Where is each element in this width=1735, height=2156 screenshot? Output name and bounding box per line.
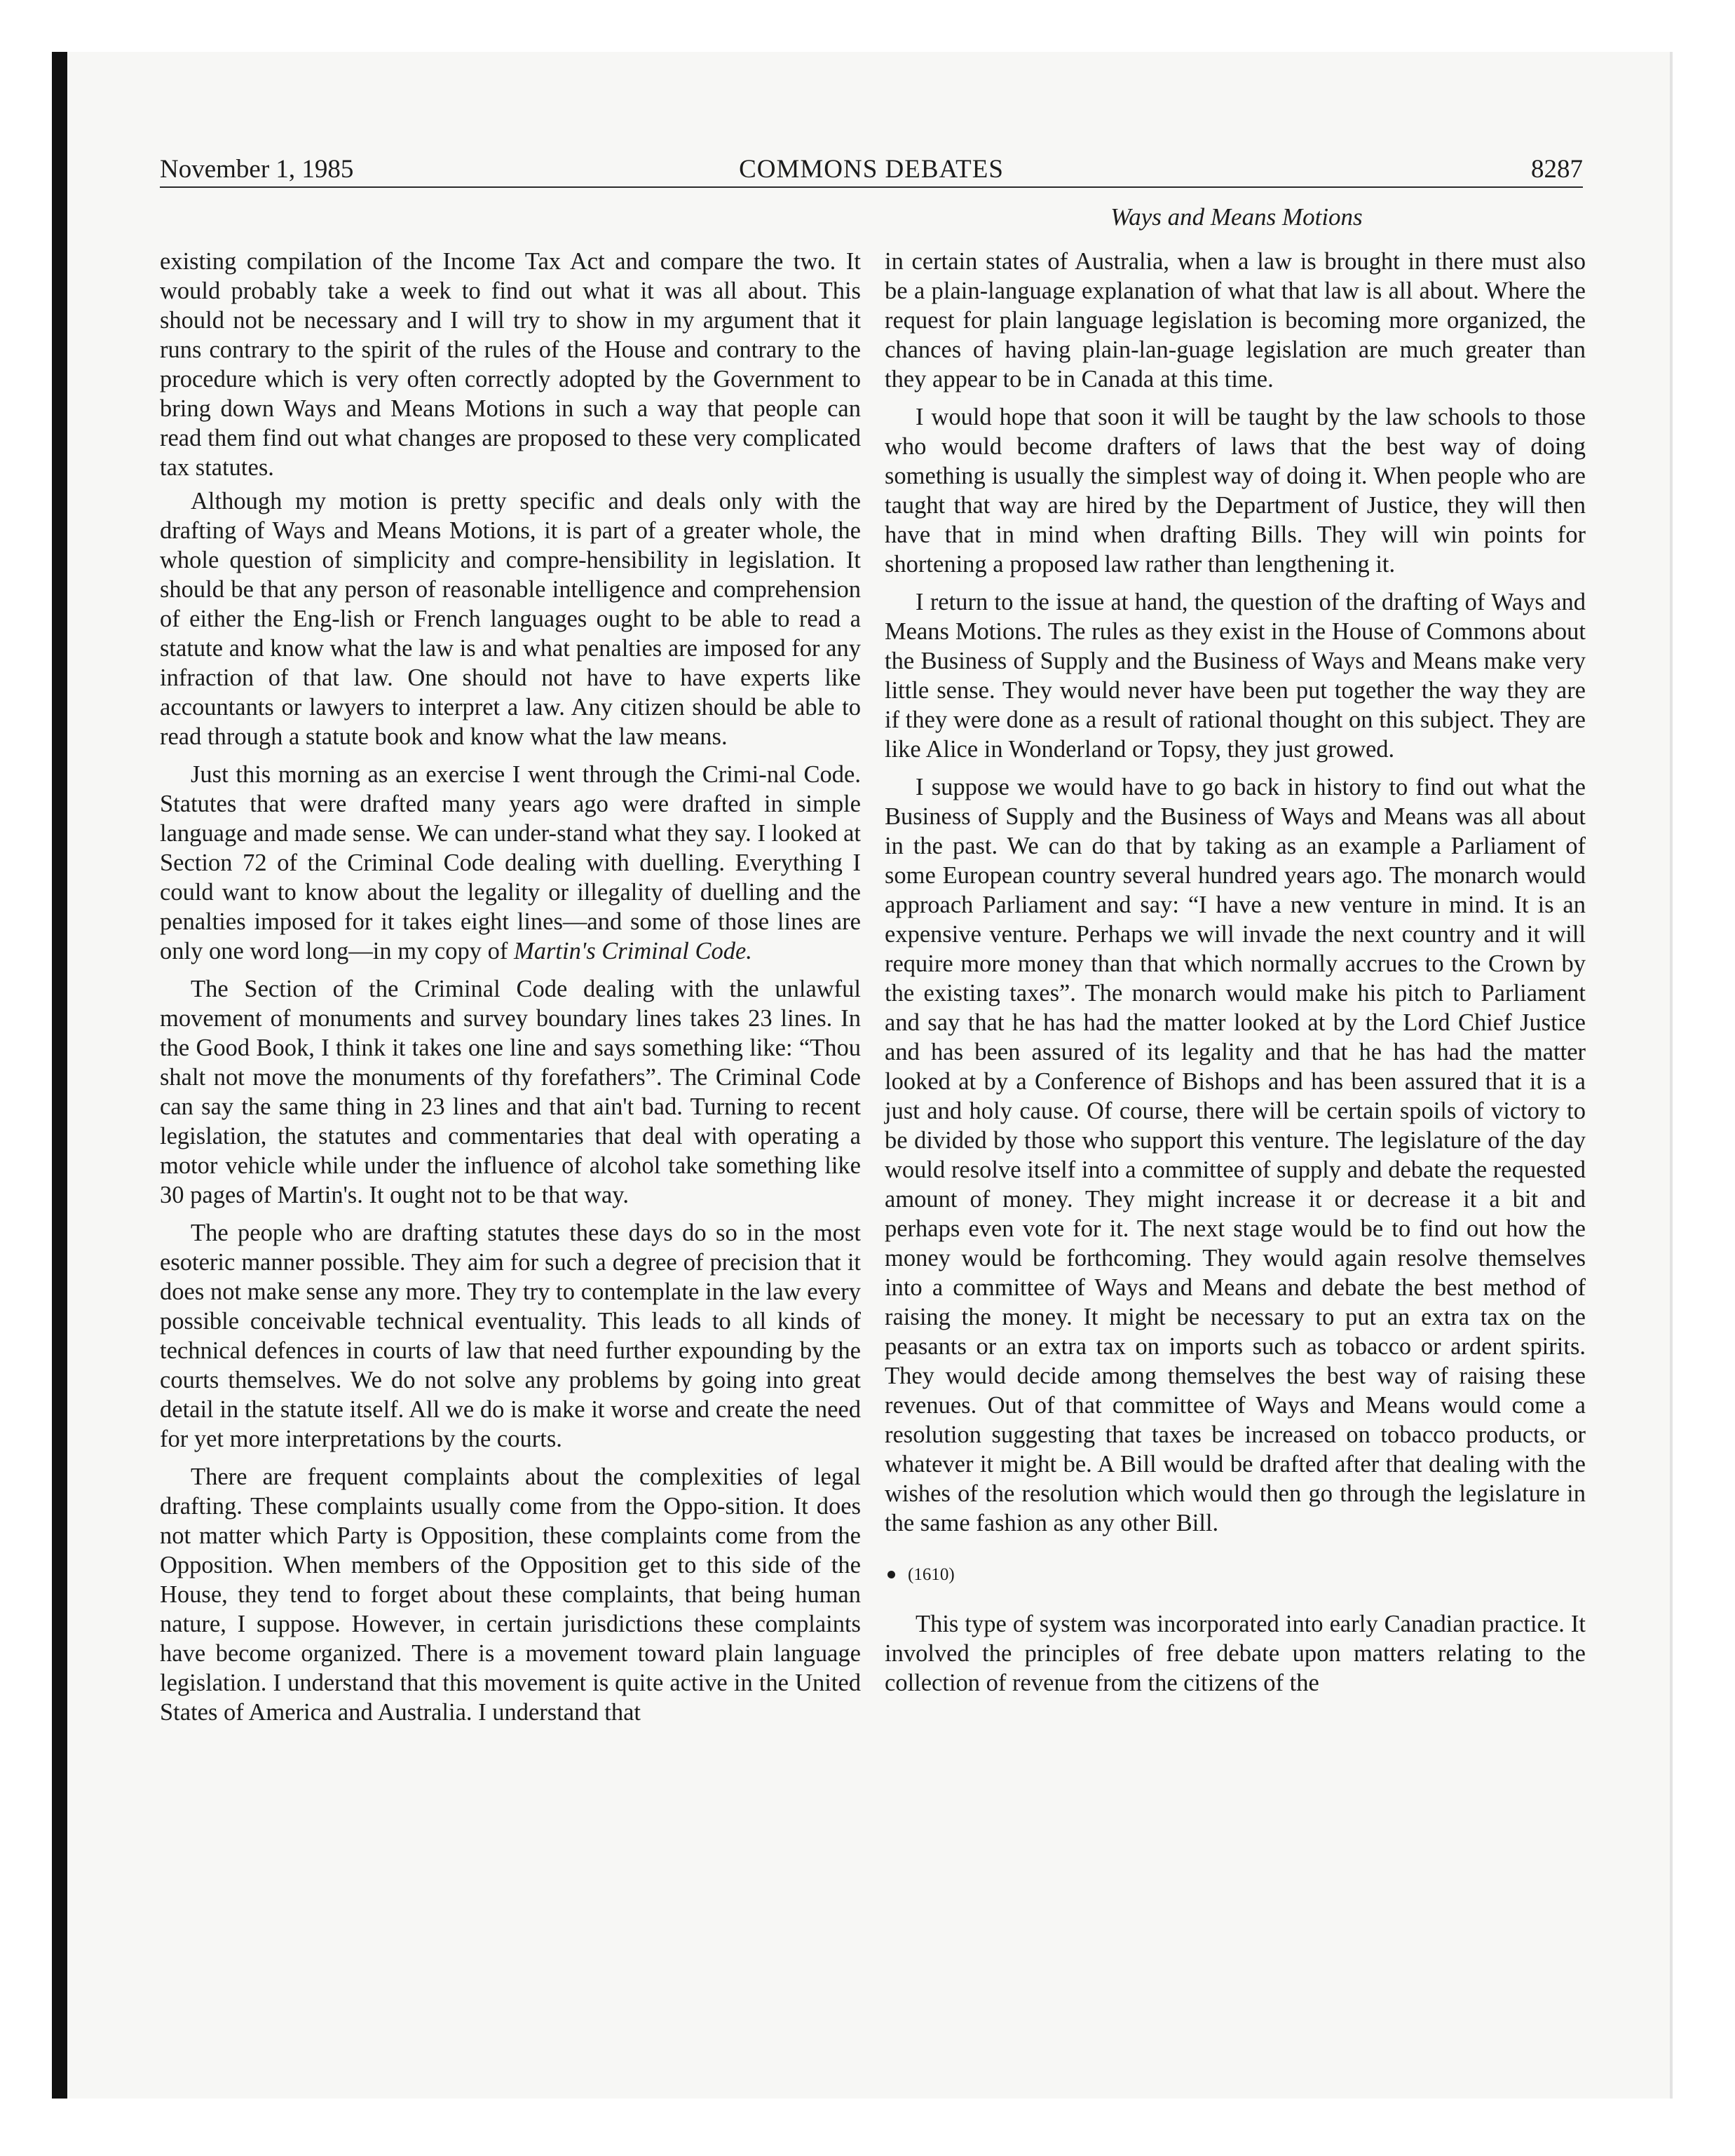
running-head [160, 153, 1583, 186]
paragraph: The people who are drafting statutes these days do so in the most esoteric manner possible. They aim for such a degree of precision that it does not make sense any more. They try to contemplate in the law every possible conceivable technical eventuality. This leads to all kinds of technical defences in courts of law that need further expounding by the courts themselves. We do not solve any problems by going into great detail in the statute itself. All we do is make it worse and create the need for yet more interpretations by the courts. [160, 1220, 861, 1452]
header-publication: COMMONS DEBATES [739, 155, 1004, 184]
paragraph: existing compilation of the Income Tax Act and compare the two. It would probably take a week to find out what it was all about. This should not be necessary and I will try to show in my argument that it runs contrary to the spirit of the rules of the House and contrary to the procedure which is very often correctly adopted by the Government to bring down Ways and Means Motions in such a way that people can read them find out what changes are proposed to these very complicated tax statutes. [160, 248, 861, 481]
scan-edge [1670, 52, 1673, 2099]
paragraph: I return to the issue at hand, the question of the drafting of Ways and Means Motions. The rules as they exist in the House of Commons about the Business of Supply and the Business of Ways and Means make very little sense. They would never have been put together the way they are if they were done as a result of rational thought on this subject. They are like Alice in Wonderland or Topsy, they just growed. [885, 589, 1586, 763]
paragraph: I would hope that soon it will be taught by the law schools to those who would become drafters of laws that the best way of doing something is usually the simplest way of doing it. When people who are taught that way are hired by the Department of Justice, they will then have that in mind when drafting Bills. They will win points for shortening a proposed law rather than lengthening it. [885, 404, 1586, 578]
header-rule [160, 186, 1583, 188]
header-page-number: 8287 [1531, 155, 1583, 184]
paragraph: Although my motion is pretty specific and deals only with the drafting of Ways and Means Motions, it is part of a greater whole, the whole question of simplicity and compre-hensibility in legislation. It should be that any person of reasonable intelligence and comprehension of either the Eng-lish or French languages ought to be able to read a statute and know what the law is and what penalties are imposed for any infraction of that law. One should not have to have experts like accountants or lawyers to interpret a law. Any citizen should be able to read through a statute book and know what the law means. [160, 488, 861, 750]
section-title: Ways and Means Motions [1110, 203, 1363, 231]
paragraph: in certain states of Australia, when a law is brought in there must also be a plain-language explanation of what that law is all about. Where the request for plain language legislation is becoming more organized, the chances of having plain-lan-guage legislation are much greater than they appear to be in Canada at this time. [885, 248, 1586, 393]
paragraph [160, 760, 861, 966]
time-marker [885, 1564, 1586, 1585]
book-title: Martin's Criminal Code. [513, 938, 752, 964]
right-column [885, 247, 1586, 1702]
paragraph: There are frequent complaints about the complexities of legal drafting. These complaints usually come from the Oppo-sition. It does not matter which Party is Opposition, these complaints come from the Opposition. When members of the Opposition get to this side of the House, they tend to forget about these complaints, that being human nature, I suppose. However, in certain jurisdictions these complaints have become organized. There is a movement toward plain language legislation. I understand that this movement is quite active in the United States of America and Australia. I understand that [160, 1464, 861, 1726]
left-column [160, 247, 861, 1731]
paragraph: The Section of the Criminal Code dealing with the unlawful movement of monuments and survey boundary lines takes 23 lines. In the Good Book, I think it takes one line and says something like: “Thou shalt not move the monuments of thy forefathers”. The Criminal Code can say the same thing in 23 lines and that ain't bad. Turning to recent legislation, the statutes and commentaries that deal with operating a motor vehicle while under the influence of alcohol take something like 30 pages of Martin's. It ought not to be that way. [160, 976, 861, 1208]
paragraph: I suppose we would have to go back in history to find out what the Business of Supply and the Business of Ways and Means was all about in the past. We can do that by taking as an example a Parliament of some European country several hundred years ago. The monarch would approach Parliament and say: “I have a new venture in mind. It is an expensive venture. Perhaps we will invade the next country and it will require more money than that which normally accrues to the Crown by the existing taxes”. The monarch would make his pitch to Parliament and say that he has had the matter looked at by the Lord Chief Justice and has been assured of its legality and that he has had the matter looked at by a Conference of Bishops and has been assured that it is a just and holy cause. Of course, there will be certain spoils of victory to be divided by those who support this venture. The legislature of the day would resolve itself into a committee of supply and debate the requested amount of money. They might increase it or decrease it a bit and perhaps even vote for it. The next stage would be to find out how the money would be forthcoming. They would again resolve themselves into a committee of Ways and Means and debate the best method of raising the money. It might be necessary to put an extra tax on the peasants or an extra tax on imports such as tobacco or ardent spirits. They would decide among themselves the best way of raising these revenues. Out of that committee of Ways and Means would come a resolution suggesting that taxes be increased on tobacco products, or whatever it might be. A Bill would be drafted after that dealing with the wishes of the resolution which would then go through the legislature in the same fashion as any other Bill. [885, 774, 1586, 1536]
time-marker-label: (1610) [908, 1565, 955, 1584]
paragraph: This type of system was incorporated into early Canadian practice. It involved the principles of free debate upon matters relating to the collection of revenue from the citizens of the [885, 1611, 1586, 1696]
paragraph-text: Just this morning as an exercise I went through the Crimi-nal Code. Statutes that were drafted many years ago were drafted in simple language and made sense. We can under-stand what they say. I looked at Section 72 of the Criminal Code dealing with duelling. Everything I could want to know about the legality or illegality of duelling and the penalties imposed for it takes eight lines—and some of those lines are only one word long—in my copy of [160, 761, 861, 964]
bullet-icon [887, 1571, 895, 1578]
scan-border [52, 52, 67, 2099]
header-date: November 1, 1985 [160, 155, 354, 184]
